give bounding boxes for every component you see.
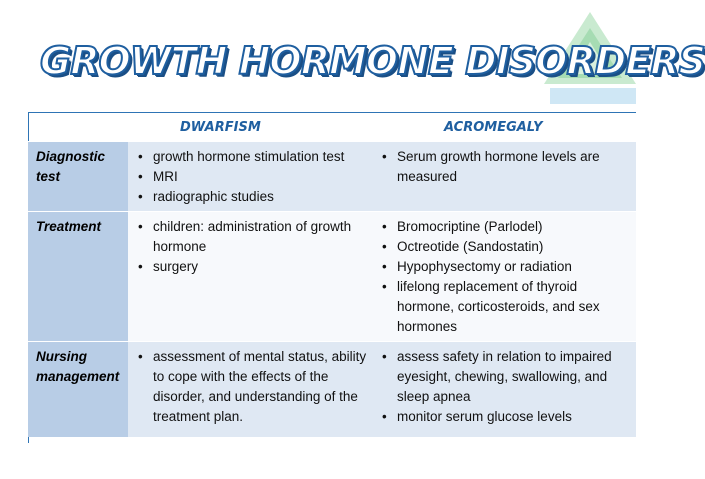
row-diagnostic-test <box>28 142 636 212</box>
list-item: • radiographic studies <box>136 187 368 207</box>
header-dwarfism: DWARFISM <box>180 119 261 135</box>
acromegaly-cell <box>372 342 636 437</box>
list-item: • assessment of mental status, ability to cope with the effects of the disorder, and understanding of the treatment plan. <box>136 347 368 427</box>
header-empty <box>28 113 128 142</box>
list-item: • MRI <box>136 167 368 187</box>
list-item: • assess safety in relation to impaired eyesight, chewing, swallowing, and sleep apnea <box>380 347 632 407</box>
dwarfism-cell <box>128 212 372 342</box>
list-item: • Bromocriptine (Parlodel) <box>380 217 632 237</box>
row-nursing-management <box>28 342 636 437</box>
list-item: • monitor serum glucose levels <box>380 407 632 427</box>
list-item: • growth hormone stimulation test <box>136 147 368 167</box>
list-item: • lifelong replacement of thyroid hormone, corticosteroids, and sex hormones <box>380 277 632 337</box>
acromegaly-cell <box>372 212 636 342</box>
row-label: Treatment <box>28 212 128 342</box>
comparison-table <box>28 113 636 437</box>
row-treatment <box>28 212 636 342</box>
header-row <box>28 113 636 142</box>
row-label: Diagnostic test <box>28 142 128 212</box>
list-item: • Serum growth hormone levels are measured <box>380 147 632 187</box>
dwarfism-cell <box>128 142 372 212</box>
list-item: • surgery <box>136 257 368 277</box>
dwarfism-cell <box>128 342 372 437</box>
slide-title: GROWTH HORMONE DISORDERS <box>40 39 705 83</box>
header-acromegaly: ACROMEGALY <box>444 119 543 135</box>
acromegaly-cell <box>372 142 636 212</box>
list-item: • children: administration of growth hormone <box>136 217 368 257</box>
list-item: • Octreotide (Sandostatin) <box>380 237 632 257</box>
list-item: • Hypophysectomy or radiation <box>380 257 632 277</box>
row-label: Nursing management <box>28 342 128 437</box>
